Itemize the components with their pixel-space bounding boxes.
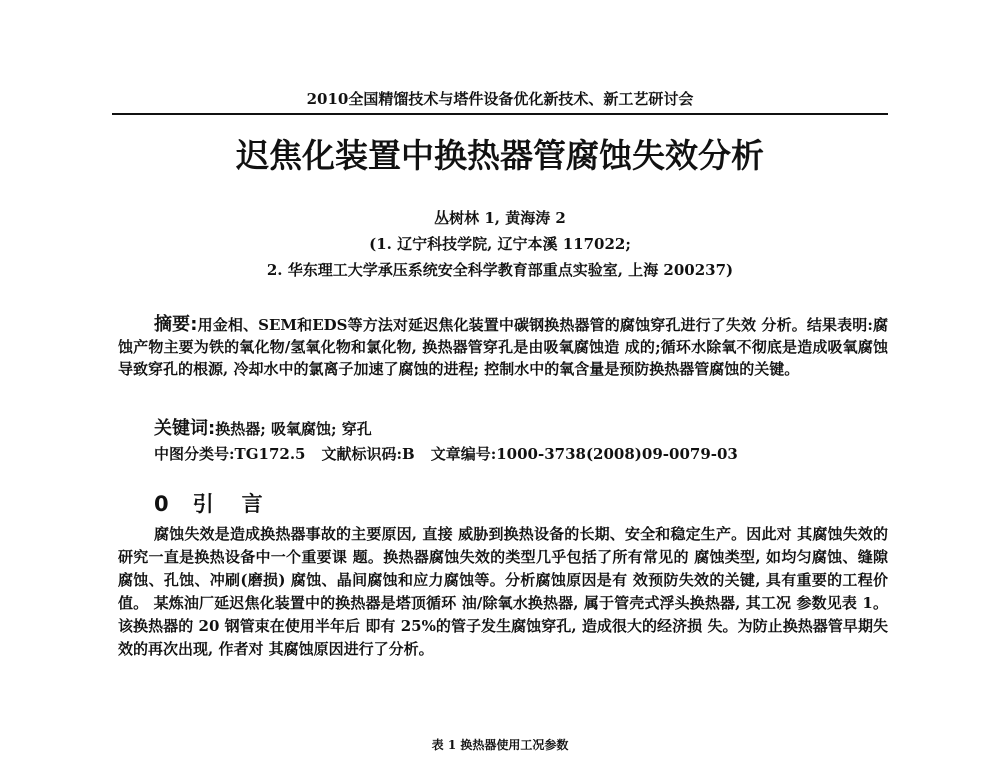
conference-header: 2010全国精馏技术与塔件设备优化新技术、新工艺研讨会	[306, 90, 694, 108]
section-number: 0	[154, 492, 171, 516]
keywords-text: 换热器; 吸氧腐蚀; 穿孔	[215, 420, 372, 438]
document-code: 文献标识码:B	[321, 445, 415, 463]
section-heading	[154, 490, 265, 518]
classification-line	[154, 443, 884, 465]
abstract-text: 用金相、SEM和EDS等方法对延迟焦化装置中碳钢换热器管的腐蚀穿孔进行了失效 分析。结果表明:腐蚀产物主要为铁的氧化物/氢氧化物和氯化物, 换热器管穿孔是由吸氧腐蚀造 成的;循环水除氧不彻底是造成吸氧腐蚀导致穿孔的根源, 冷却水中的氯离子加速了腐蚀的进程; 控制水中的氧含量是预防换热器管腐蚀的关键。	[118, 316, 888, 378]
keywords	[154, 418, 884, 440]
article-number: 文章编号:1000-3738(2008)09-0079-03	[430, 445, 738, 463]
clc-number: 中图分类号:TG172.5	[154, 445, 306, 463]
paper-title: 迟焦化装置中换热器管腐蚀失效分析	[236, 136, 764, 175]
table-caption: 表 1 换热器使用工况参数	[431, 738, 569, 752]
section-title-part-2: 言	[241, 492, 265, 516]
abstract-label: 摘要:	[154, 314, 198, 335]
keywords-label: 关键词:	[154, 418, 216, 439]
authors: 丛树林 1, 黄海涛 2	[434, 209, 566, 227]
abstract	[118, 314, 888, 380]
header-rule	[112, 113, 888, 115]
intro-paragraph: 腐蚀失效是造成换热器事故的主要原因, 直接 威胁到换热设备的长期、安全和稳定生产。因此对 其腐蚀失效的研究一直是换热设备中一个重要课 题。换热器腐蚀失效的类型几乎包括了所有常见的 腐蚀类型, 如均匀腐蚀、缝隙腐蚀、孔蚀、冲刷(磨损) 腐蚀、晶间腐蚀和应力腐蚀等。分析腐蚀原因是有 效预防失效的关键, 具有重要的工程价值。 某炼油厂延迟焦化装置中的换热器是塔顶循环 油/除氧水换热器, 属于管壳式浮头换热器, 其工况 参数见表 1。该换热器的 20 钢管束在使用半年后 即有 25%的管子发生腐蚀穿孔, 造成很大的经济损 失。为防止换热器管早期失效的再次出现, 作者对 其腐蚀原因进行了分析。	[118, 525, 888, 658]
affiliation-2: 2. 华东理工大学承压系统安全科学教育部重点实验室, 上海 200237)	[266, 261, 734, 279]
affiliation-1: (1. 辽宁科技学院, 辽宁本溪 117022;	[369, 235, 631, 253]
section-title-part-1: 引	[192, 492, 216, 516]
